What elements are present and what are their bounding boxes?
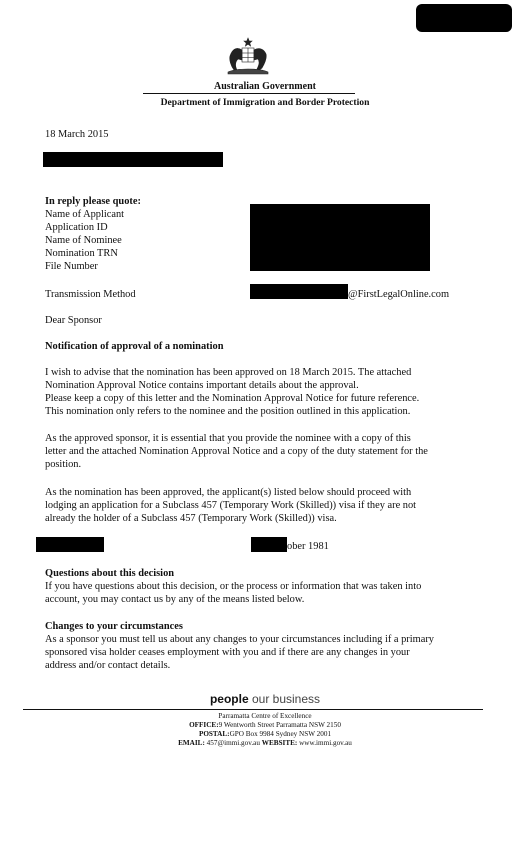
reply-field-applicant: Name of Applicant <box>45 209 125 220</box>
transmission-email-domain: @FirstLegalOnline.com <box>348 289 450 300</box>
transmission-label: Transmission Method <box>45 289 136 300</box>
footer-tagline <box>0 693 530 706</box>
email-label: EMAIL: <box>178 739 205 747</box>
government-title: Australian Government <box>214 81 316 92</box>
coat-of-arms-icon <box>224 36 272 76</box>
redaction-reply-values <box>250 204 430 271</box>
questions-heading: Questions about this decision <box>45 568 175 579</box>
changes-line3: address and/or contact details. <box>45 660 171 671</box>
email-address: 457@immi.gov.au <box>204 739 262 747</box>
footer-centre: Parramatta Centre of Excellence <box>218 712 312 720</box>
tagline-bold: people <box>209 692 249 706</box>
redaction-recipient <box>43 152 223 167</box>
footer-office <box>0 721 530 730</box>
para2-line3: position. <box>45 459 82 470</box>
para3-line1: As the nomination has been approved, the applicant(s) listed below should proceed with <box>45 487 412 498</box>
changes-line2: sponsored visa holder ceases employment with you and if there are any changes in your <box>45 647 410 658</box>
para1-line3: Please keep a copy of this letter and the Nomination Approval Notice for future reference. <box>45 393 420 404</box>
postal-label: POSTAL: <box>198 730 230 738</box>
office-address: 9 Wentworth Street Parramatta NSW 2150 <box>218 721 341 729</box>
para3-line3: already the holder of a Subclass 457 (Temporary Work (Skilled)) visa. <box>45 513 337 524</box>
salutation: Dear Sponsor <box>45 315 102 326</box>
letter-date: 18 March 2015 <box>45 129 109 140</box>
redaction-applicant-dob <box>251 537 287 552</box>
changes-line1: As a sponsor you must tell us about any changes to your circumstances including if a primary <box>45 634 434 645</box>
reply-field-trn: Nomination TRN <box>45 248 118 259</box>
redaction-applicant-name <box>36 537 104 552</box>
office-label: OFFICE: <box>189 721 219 729</box>
website-address: www.immi.gov.au <box>297 739 352 747</box>
reply-field-file-number: File Number <box>45 261 98 272</box>
reply-heading: In reply please quote: <box>45 196 141 207</box>
footer-divider <box>23 709 483 710</box>
questions-line1: If you have questions about this decision, or the process or information that was taken into <box>45 581 422 592</box>
footer-postal <box>0 730 530 739</box>
changes-heading: Changes to your circumstances <box>45 621 183 632</box>
postal-address: GPO Box 9984 Sydney NSW 2001 <box>229 730 332 738</box>
para1-line2: Nomination Approval Notice contains important details about the approval. <box>45 380 359 391</box>
department-title: Department of Immigration and Border Protection <box>160 97 370 108</box>
para1-line4: This nomination only refers to the nominee and the position outlined in this application. <box>45 406 411 417</box>
para3-line2: lodging an application for a Subclass 457 (Temporary Work (Skilled)) visa if they are not <box>45 500 417 511</box>
tagline-light: our business <box>248 692 321 706</box>
footer-contact <box>0 739 530 748</box>
letter-subject: Notification of approval of a nomination <box>45 341 224 352</box>
redaction-top-right <box>416 4 512 32</box>
questions-line2: account, you may contact us by any of the means listed below. <box>45 594 305 605</box>
reply-field-nominee: Name of Nominee <box>45 235 122 246</box>
para2-line2: letter and the attached Nomination Approval Notice and a copy of the duty statement for the <box>45 446 428 457</box>
redaction-transmission <box>250 284 348 299</box>
reply-field-application-id: Application ID <box>45 222 108 233</box>
header-divider <box>143 93 355 94</box>
para1-line1: I wish to advise that the nomination has been approved on 18 March 2015. The attached <box>45 367 412 378</box>
para2-line1: As the approved sponsor, it is essential that you provide the nominee with a copy of this <box>45 433 411 444</box>
applicant-dob-suffix: ober 1981 <box>287 541 329 552</box>
website-label: WEBSITE: <box>261 739 298 747</box>
